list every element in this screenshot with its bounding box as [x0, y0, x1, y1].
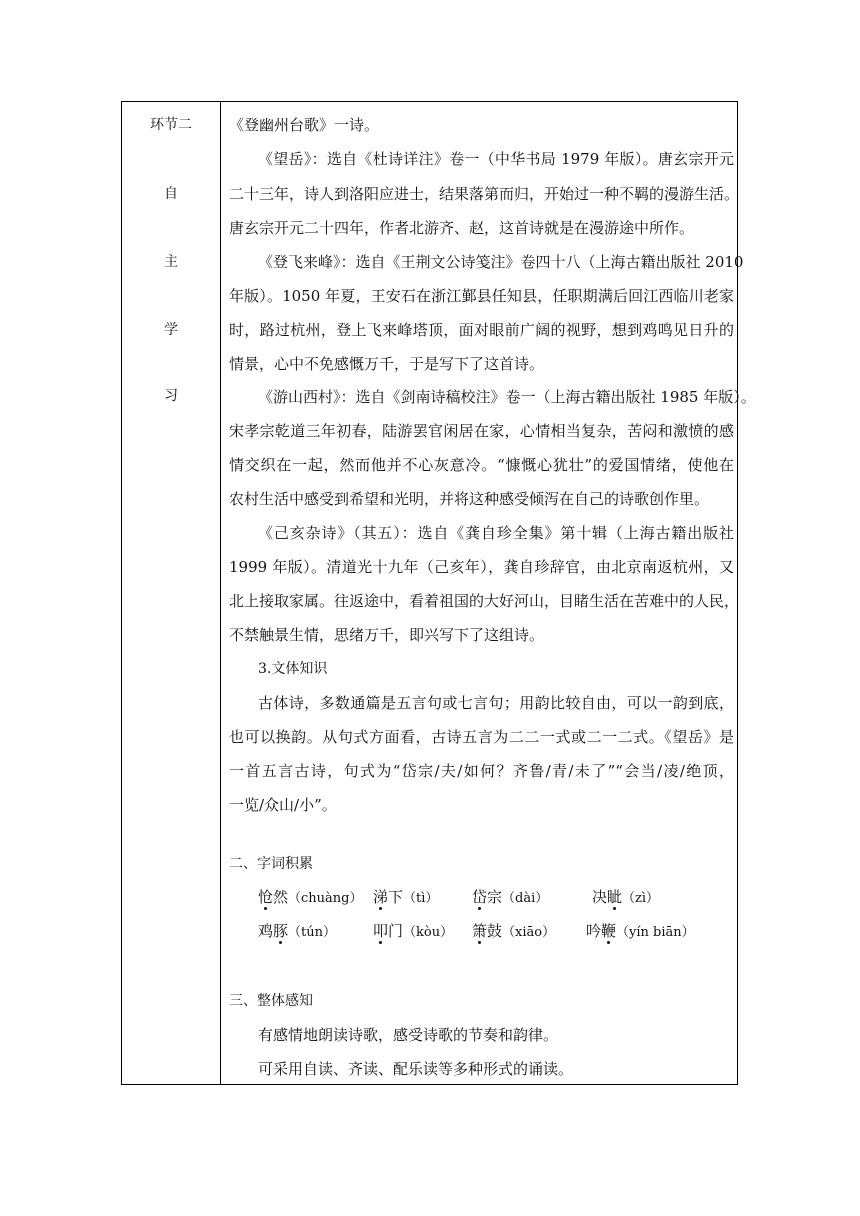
pinyin: （chuàng） — [288, 891, 363, 906]
section-heading-overview: 三、整体感知 — [229, 993, 313, 1009]
text-line: 一首五言古诗，句式为“岱宗/夫/如何？齐鲁/青/未了”“会当/凌/绝顶， — [229, 762, 734, 780]
content-column — [229, 102, 756, 1084]
stage-char-3: 学 — [164, 322, 178, 338]
emphasis-char: 涕 — [373, 888, 389, 906]
stage-char-4: 习 — [164, 388, 178, 404]
vocab-item: 箫鼓（xiāo） — [472, 922, 556, 940]
text-line: 时，路过杭州，登上飞来峰塔顶，面对眼前广阔的视野，想到鸡鸣见日升的 — [229, 321, 734, 339]
text-line: 唐玄宗开元二十四年，作者北游齐、赵，这首诗就是在漫游途中所作。 — [229, 219, 695, 237]
text-line: 宋孝宗乾道三年初春，陆游罢官闲居在家，心情相当复杂，苦闷和激愤的感 — [229, 422, 734, 440]
emphasis-char: 叩 — [373, 922, 389, 940]
text-line: 北上接取家属。往返途中，看着祖国的大好河山，目睹生活在苦难中的人民， — [229, 592, 740, 610]
vocab-item: 决眦（zì） — [592, 888, 660, 906]
emphasis-char: 鞭 — [601, 922, 617, 940]
pinyin: （dài） — [502, 891, 549, 906]
text-line: 《游山西村》：选自《剑南诗稿校注》卷一（上海古籍出版社 1985 年版）。 — [258, 388, 756, 406]
vocab-item: 叩门（kòu） — [373, 922, 454, 940]
text-line: 也可以换韵。从句式方面看，古诗五言为二二一式或二一二式。《望岳》是 — [229, 728, 734, 746]
stage-char-2: 主 — [164, 254, 178, 270]
emphasis-char: 箫 — [472, 922, 488, 940]
text-line: 《己亥杂诗》（其五）：选自《龚自珍全集》第十辑（上海古籍出版社 — [258, 524, 734, 542]
vocab-item: 怆然（chuàng） — [258, 888, 363, 906]
vocab-item: 鸡豚（tún） — [258, 922, 337, 940]
text-line: 情交织在一起，然而他并不心灰意冷。“慷慨心犹壮”的爱国情绪，使他在 — [229, 456, 734, 474]
text-line: 有感情地朗读诗歌，感受诗歌的节奏和韵律。 — [258, 1026, 559, 1044]
pinyin: （xiāo） — [502, 925, 556, 940]
text-line: 古体诗，多数通篇是五言句或七言句；用韵比较自由，可以一韵到底， — [258, 694, 734, 712]
text-line: 情景，心中不免感慨万千，于是写下了这首诗。 — [229, 355, 545, 373]
vocab-item: 吟鞭（yín biān） — [586, 922, 695, 940]
emphasis-char: 豚 — [273, 922, 289, 940]
text-line: 1999 年版）。清道光十九年（己亥年），龚自珍辞官，由北京南返杭州，又 — [229, 558, 734, 576]
lesson-table — [121, 101, 756, 1085]
text-line: 《登飞来峰》：选自《王荆文公诗笺注》卷四十八（上海古籍出版社 2010 — [258, 253, 744, 271]
pinyin: （yín biān） — [616, 925, 695, 940]
text-line: 二十三年，诗人到洛阳应进士，结果落第而归，开始过一种不羁的漫游生活。 — [229, 185, 740, 203]
text-line: 《望岳》：选自《杜诗详注》卷一（中华书局 1979 年版）。唐玄宗开元 — [258, 150, 734, 168]
section-heading-vocab: 二、字词积累 — [229, 856, 313, 872]
text-line: 可采用自读、齐读、配乐读等多种形式的诵读。 — [258, 1060, 574, 1078]
text-line: 不禁触景生情，思绪万千，即兴写下了这组诗。 — [229, 626, 545, 644]
text-line: 一览/众山/小”。 — [229, 796, 337, 814]
text-line: 《登幽州台歌》一诗。 — [229, 116, 380, 134]
text-line: 年版）。1050 年夏，王安石在浙江鄞县任知县，任职期满后回江西临川老家 — [229, 287, 734, 305]
pinyin: （kòu） — [403, 925, 454, 940]
emphasis-char: 眦 — [607, 888, 623, 906]
emphasis-char: 怆 — [258, 888, 274, 906]
stage-char-1: 自 — [164, 186, 178, 202]
column-divider — [220, 102, 221, 1084]
vocab-item: 涕下（tì） — [373, 888, 439, 906]
pinyin: （zì） — [622, 891, 660, 906]
text-line: 农村生活中感受到希望和光明，并将这种感受倾泻在自己的诗歌创作里。 — [229, 490, 710, 508]
emphasis-char: 岱 — [472, 888, 488, 906]
stage-label: 环节二 — [150, 117, 192, 133]
pinyin: （tún） — [288, 925, 337, 940]
pinyin: （tì） — [403, 891, 439, 906]
subsection-heading: 3.文体知识 — [258, 661, 328, 677]
stage-column — [122, 102, 220, 1084]
vocab-item: 岱宗（dài） — [472, 888, 549, 906]
